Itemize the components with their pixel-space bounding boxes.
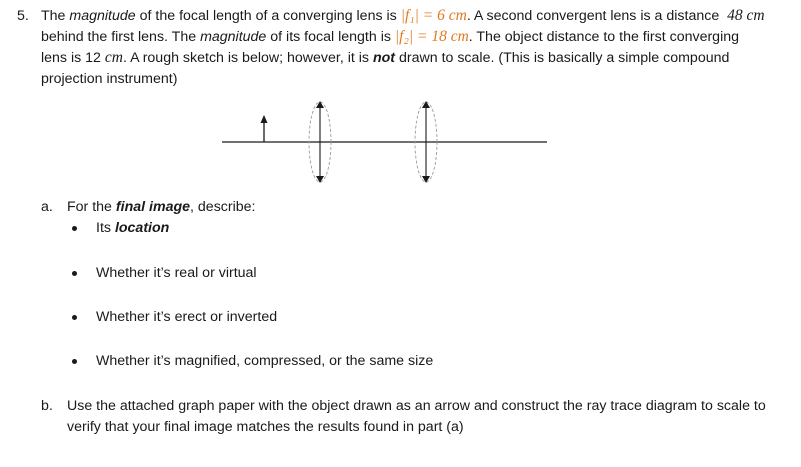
text: . A second convergent lens is a distance (466, 8, 720, 24)
part-b-line-1: Use the attached graph paper with the object drawn as an arrow and construct the ray trace diagram to scale to (67, 398, 766, 414)
emphasis-location: location (114, 220, 170, 236)
text: For the (67, 199, 112, 215)
text: lens is 12 (41, 50, 101, 66)
bullet-dot (72, 359, 77, 364)
text: Its (96, 220, 111, 236)
text: drawn to scale. (This is basically a simple compound (398, 50, 730, 66)
text: , describe: (190, 199, 256, 215)
emphasis-final-image: final image (115, 199, 191, 215)
part-a-intro (67, 197, 255, 217)
lens-2-bottom-arrowhead (422, 176, 430, 183)
bullet-location (96, 218, 169, 238)
f1-expression: |f₁| = 6 cm (400, 7, 467, 24)
lens-2-top-arrowhead (422, 101, 430, 108)
text: of its focal length is (270, 29, 391, 45)
bullet-magnification: Whether it’s magnified, compressed, or the same size (96, 353, 434, 369)
part-b-letter: b. (41, 398, 53, 414)
unit-cm: cm (104, 49, 123, 66)
bullet-dot (72, 226, 77, 231)
lens-1-bottom-arrowhead (316, 176, 324, 183)
question-line-4: projection instrument) (41, 71, 178, 87)
text: . A rough sketch is below; however, it is (122, 50, 370, 66)
bullet-dot (72, 315, 77, 320)
lens-separation: 48 cm (727, 7, 765, 24)
emphasis-magnitude: magnitude (200, 29, 267, 45)
object-arrow-head (261, 115, 268, 123)
bullet-erect-inverted: Whether it’s erect or inverted (96, 309, 278, 325)
question-number: 5. (17, 8, 29, 24)
part-a-letter: a. (41, 199, 53, 215)
part-b-line-2: verify that your final image matches the results found in part (a) (67, 419, 464, 435)
bullet-real-virtual: Whether it’s real or virtual (96, 265, 257, 281)
text: behind the first lens. The (41, 29, 197, 45)
f2-expression: |f₂| = 18 cm (394, 28, 469, 45)
text: of the focal length of a converging lens is (139, 8, 397, 24)
text: . The object distance to the first converging (468, 29, 740, 45)
text: The (41, 8, 66, 24)
emphasis-magnitude: magnitude (69, 8, 136, 24)
bullet-dot (72, 271, 77, 276)
lens-1-top-arrowhead (316, 101, 324, 108)
emphasis-not: not (372, 50, 396, 66)
